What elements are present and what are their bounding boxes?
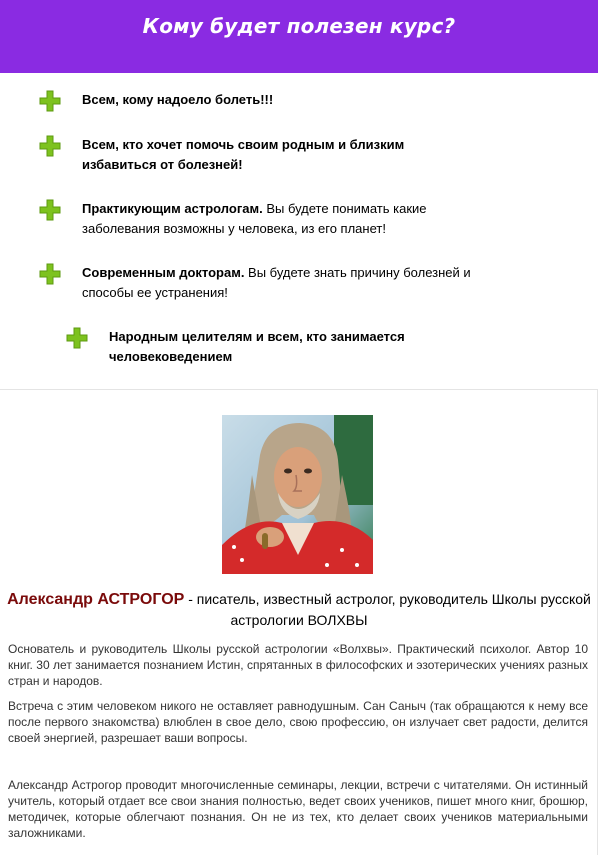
benefit-bold-text: Современным докторам. <box>82 265 245 280</box>
benefit-normal-text: Вы будете понимать какие заболевания возможны у человека, из его планет! <box>82 201 427 236</box>
benefit-item-5 <box>66 327 469 367</box>
benefit-normal-text: Вы будете знать причину болезней и способы ее устранения! <box>82 265 471 300</box>
plus-icon <box>39 199 61 221</box>
benefit-text <box>82 263 522 303</box>
benefit-text <box>109 327 469 367</box>
benefit-bold-text: Народным целителям и всем, кто занимается человековедением <box>109 329 405 364</box>
benefit-text <box>82 199 482 239</box>
benefit-item-2 <box>39 135 482 175</box>
plus-icon <box>39 135 61 157</box>
benefit-bold-text: Практикующим астрологам. <box>82 201 263 216</box>
benefit-text <box>82 90 527 110</box>
author-description: - писатель, известный астролог, руководитель Школы русской астрологии ВОЛХВЫ <box>184 591 591 628</box>
benefit-item-4 <box>39 263 522 303</box>
header-banner <box>0 0 598 73</box>
author-photo <box>222 415 373 574</box>
author-name: Александр АСТРОГОР <box>7 591 185 608</box>
plus-icon <box>39 263 61 285</box>
section-divider <box>0 389 598 390</box>
benefit-item-1 <box>39 90 527 112</box>
author-heading <box>0 589 598 630</box>
plus-icon <box>39 90 61 112</box>
page-title: Кому будет полезен курс? <box>142 14 456 38</box>
bio-paragraph-1: Основатель и руководитель Школы русской астрологии «Волхвы». Практический психолог. Автор 10 книг. 30 лет занимается познанием Истин, спрятанных в философских и эзотерических учениях разных стран и народов. <box>8 642 588 688</box>
bio-paragraph-2: Встреча с этим человеком никого не оставляет равнодушным. Сан Саныч (так обращаются к нему все после первого знакомства) влюблен в свое дело, свою профессию, он излучает свет радости, делится своей энергией, разрешает ваши вопросы. <box>8 699 588 745</box>
bio-paragraph-3: Александр Астрогор проводит многочисленные семинары, лекции, встречи с читателями. Он истинный учитель, который отдает все свои знания полностью, ведет своих учеников, пишет много книг, брошюр, методичек, которые облегчают познания. Он не из тех, кто делает своих учеников материальными заложниками. <box>8 778 588 840</box>
plus-icon <box>66 327 88 349</box>
benefit-text <box>82 135 482 175</box>
benefit-bold-text: Всем, кто хочет помочь своим родным и близким избавиться от болезней! <box>82 137 405 172</box>
benefit-bold-text: Всем, кому надоело болеть!!! <box>82 92 274 107</box>
benefit-item-3 <box>39 199 482 239</box>
